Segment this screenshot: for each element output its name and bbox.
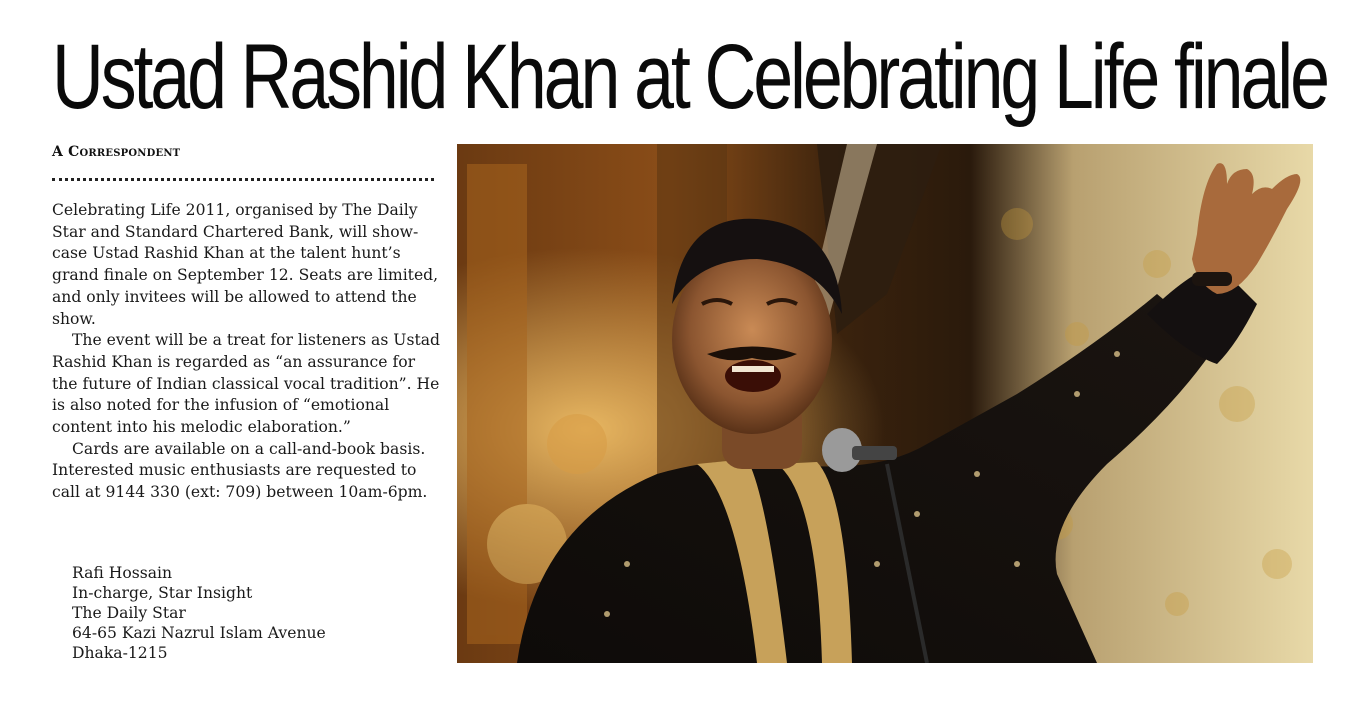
- signature-title: In-charge, Star Insight: [72, 584, 253, 602]
- singer-photo: [457, 144, 1313, 663]
- signature-address: 64-65 Kazi Nazrul Islam Avenue: [72, 624, 326, 642]
- signature-org: The Daily Star: [72, 604, 186, 622]
- signature-block: [72, 563, 326, 663]
- paragraph-2: The event will be a treat for listeners as Ustad Rashid Khan is regarded as “an assurance for the future of Indian classical vocal tradition”. He is also noted for the infusion of “emotional content into his melodic elaboration.”: [52, 331, 440, 437]
- article-body: [52, 200, 444, 504]
- dotted-divider: [52, 178, 434, 181]
- paragraph-3: Cards are available on a call-and-book basis. Interested music enthusiasts are requested to call at 9144 330 (ext: 709) between 10am-6pm.: [52, 439, 428, 502]
- headline: Ustad Rashid Khan at Celebrating Life finale: [52, 26, 1327, 128]
- paragraph-1: Celebrating Life 2011, organised by The Daily Star and Standard Chartered Bank, will showcase Ustad Rashid Khan at the talent hunt’s grand finale on September 12. Seats are limited, and only invitees will be allowed to attend the show.: [52, 201, 439, 328]
- signature-name: Rafi Hossain: [72, 564, 173, 582]
- byline: A Correspondent: [52, 144, 181, 160]
- signature-city: Dhaka-1215: [72, 644, 168, 662]
